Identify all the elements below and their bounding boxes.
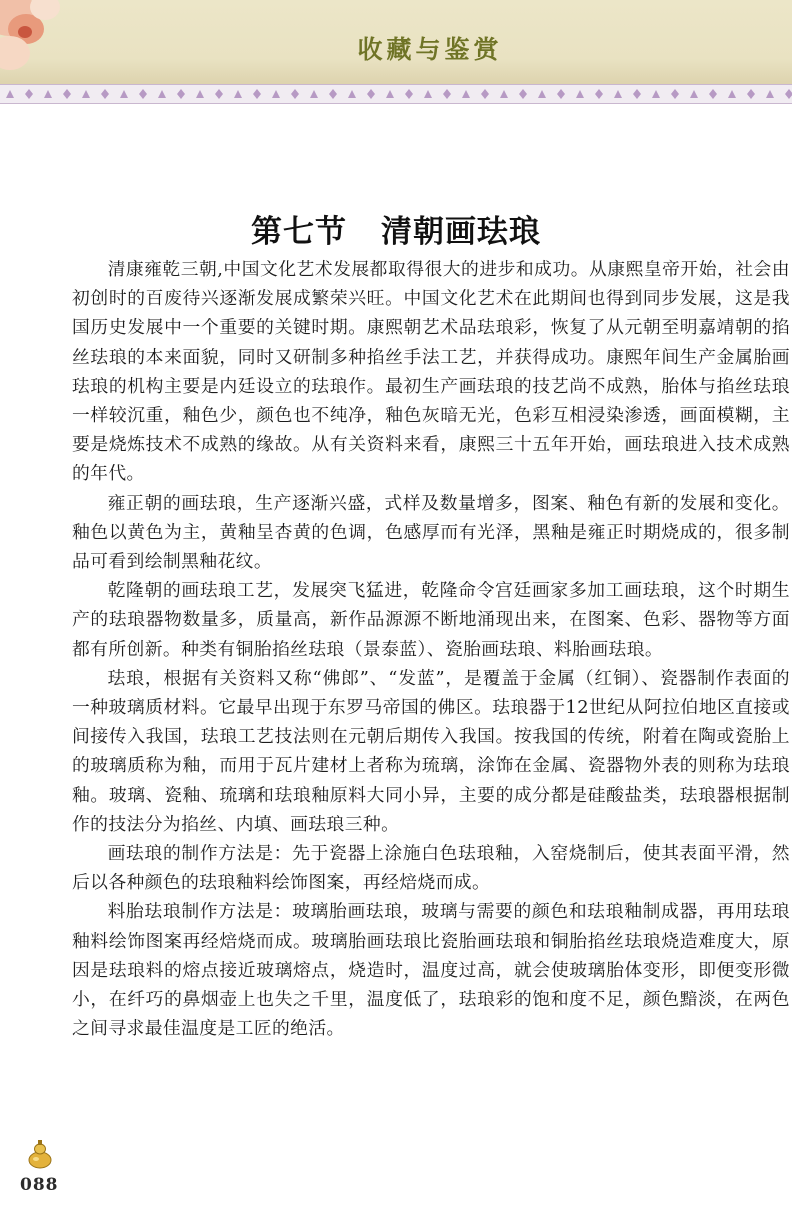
decorative-motif [424, 90, 432, 98]
decorative-motif [576, 90, 584, 98]
page-header [0, 0, 792, 84]
decorative-motif [462, 90, 470, 98]
decorative-motif [728, 90, 736, 98]
decorative-motif [44, 90, 52, 98]
flower-decoration-icon [0, 0, 70, 84]
decorative-motif [481, 89, 489, 99]
section-number: 第七节 [251, 213, 347, 250]
decorative-motif [443, 89, 451, 99]
section-heading [0, 206, 792, 251]
decorative-motif [348, 90, 356, 98]
decorative-border [0, 84, 792, 104]
decorative-motif [747, 89, 755, 99]
decorative-motif [709, 89, 717, 99]
decorative-motif [234, 90, 242, 98]
paragraph: 珐琅，根据有关资料又称“佛郎”、“发蓝”，是覆盖于金属（红铜）、瓷器制作表面的一种玻璃质材料。它最早出现于东罗马帝国的佛区。珐琅器于12世纪从阿拉伯地区直接或间接传入我国，珐琅工艺技法则在元朝后期传入我国。按我国的传统，附着在陶或瓷胎上的玻璃质称为釉，而用于瓦片建材上者称为琉璃，涂饰在金属、瓷器物外表的则称为珐琅釉。玻璃、瓷釉、琉璃和珐琅釉原料大同小异，主要的成分都是硅酸盐类，珐琅器根据制作的技法分为掐丝、内填、画珐琅三种。 [72, 667, 790, 835]
decorative-motif [158, 90, 166, 98]
page-number: 088 [20, 1175, 59, 1195]
decorative-motif [329, 89, 337, 99]
decorative-motif [538, 90, 546, 98]
decorative-motif [766, 90, 774, 98]
decorative-motif [215, 89, 223, 99]
paragraph: 雍正朝的画珐琅，生产逐渐兴盛，式样及数量增多，图案、釉色有新的发展和变化。釉色以黄色为主，黄釉呈杏黄的色调，色感厚而有光泽，黑釉是雍正时期烧成的，很多制品可看到绘制黑釉花纹。 [72, 492, 790, 573]
decorative-motif [785, 89, 792, 99]
decorative-motif [6, 90, 14, 98]
decorative-motif [63, 89, 71, 99]
paragraph: 清康雍乾三朝,中国文化艺术发展都取得很大的进步和成功。从康熙皇帝开始，社会由初创时的百废待兴逐渐发展成繁荣兴旺。中国文化艺术在此期间也得到同步发展，这是我国历史发展中一个重要的关键时期。康熙朝艺术品珐琅彩，恢复了从元朝至明嘉靖朝的掐丝珐琅的本来面貌，同时又研制多种掐丝手法工艺，并获得成功。康熙年间生产金属胎画珐琅的机构主要是内廷设立的珐琅作。最初生产画珐琅的技艺尚不成熟，胎体与掐丝珐琅一样较沉重，釉色少，颜色也不纯净，釉色灰暗无光，色彩互相浸染渗透，画面模糊，主要是烧炼技术不成熟的缘故。从有关资料来看，康熙三十五年开始，画珐琅进入技术成熟的年代。 [72, 259, 790, 485]
decorative-motif [177, 89, 185, 99]
decorative-motif [652, 90, 660, 98]
decorative-motif [614, 90, 622, 98]
section-title: 清朝画珐琅 [381, 213, 541, 250]
decorative-motif [272, 90, 280, 98]
decorative-motif [367, 89, 375, 99]
decorative-motif [557, 89, 565, 99]
decorative-motif [595, 89, 603, 99]
decorative-motif-row [0, 85, 792, 103]
book-title: 收藏与鉴赏 [357, 35, 503, 64]
decorative-motif [633, 89, 641, 99]
paragraph: 乾隆朝的画珐琅工艺，发展突飞猛进，乾隆命令宫廷画家多加工画珐琅，这个时期生产的珐琅器物数量多，质量高，新作品源源不断地涌现出来，在图案、色彩、器物等方面都有所创新。种类有铜胎掐丝珐琅（景泰蓝）、瓷胎画珐琅、料胎画珐琅。 [72, 580, 790, 660]
paragraph: 料胎珐琅制作方法是：玻璃胎画珐琅，玻璃与需要的颜色和珐琅釉制成器，再用珐琅釉料绘饰图案再经焙烧而成。玻璃胎画珐琅比瓷胎画珐琅和铜胎掐丝珐琅烧造难度大，原因是珐琅料的熔点接近玻璃熔点，烧造时，温度过高，就会使玻璃胎体变形，即便变形微小，在纤巧的鼻烟壶上也失之千里，温度低了，珐琅彩的饱和度不足，颜色黯淡，在两色之间寻求最佳温度是工匠的绝活。 [72, 901, 790, 1040]
gourd-vase-icon [24, 1138, 56, 1170]
decorative-motif [253, 89, 261, 99]
paragraph: 画珐琅的制作方法是：先于瓷器上涂施白色珐琅釉，入窑烧制后，使其表面平滑，然后以各种颜色的珐琅釉料绘饰图案，再经焙烧而成。 [72, 843, 790, 894]
decorative-motif [386, 90, 394, 98]
decorative-motif [25, 89, 33, 99]
decorative-motif [519, 89, 527, 99]
decorative-motif [500, 90, 508, 98]
decorative-motif [139, 89, 147, 99]
decorative-motif [690, 90, 698, 98]
decorative-motif [82, 90, 90, 98]
decorative-motif [405, 89, 413, 99]
decorative-motif [120, 90, 128, 98]
decorative-motif [101, 89, 109, 99]
decorative-motif [196, 90, 204, 98]
decorative-motif [671, 89, 679, 99]
decorative-motif [310, 90, 318, 98]
decorative-motif [291, 89, 299, 99]
article-body [72, 255, 790, 1043]
